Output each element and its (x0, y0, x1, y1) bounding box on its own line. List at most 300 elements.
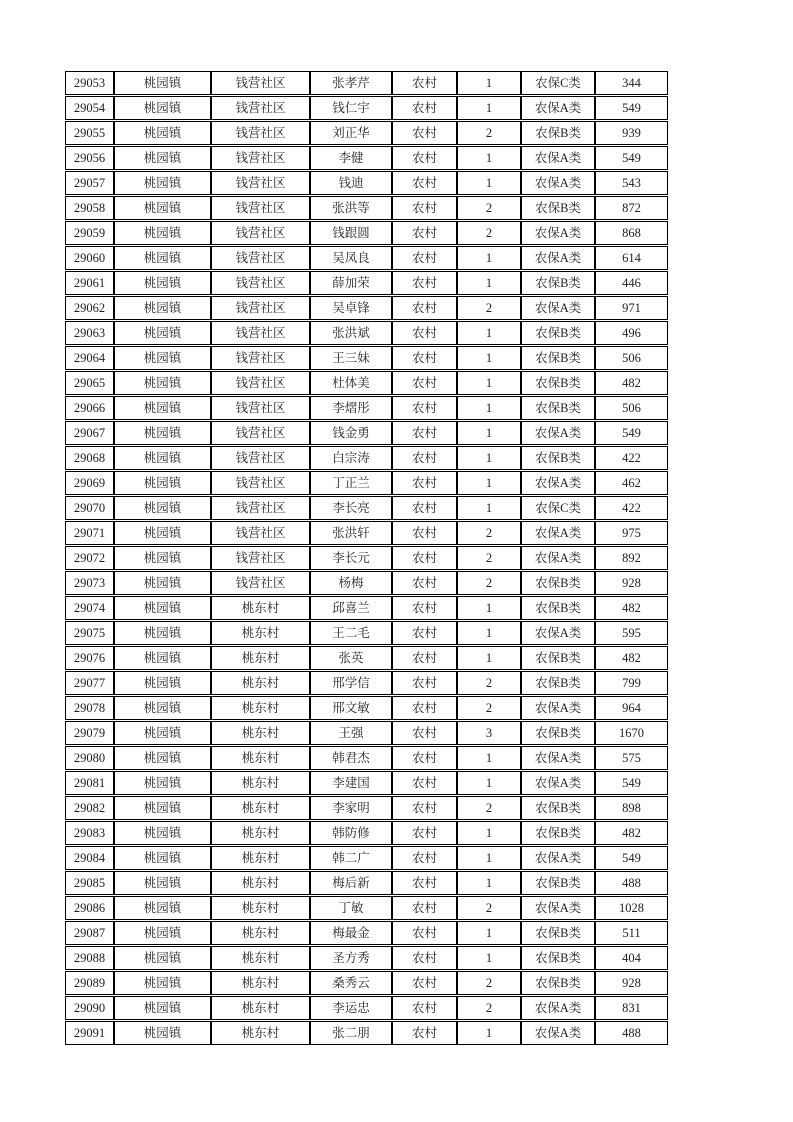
cell-seq: 29078 (65, 696, 114, 720)
cell-name: 丁正兰 (310, 471, 392, 495)
cell-residence_type: 农村 (392, 221, 457, 245)
cell-amount: 831 (595, 996, 668, 1020)
cell-seq: 29079 (65, 721, 114, 745)
cell-insurance_category: 农保B类 (521, 796, 595, 820)
cell-person_count: 1 (457, 171, 521, 195)
cell-name: 钱迪 (310, 171, 392, 195)
cell-seq: 29062 (65, 296, 114, 320)
cell-residence_type: 农村 (392, 346, 457, 370)
cell-seq: 29072 (65, 546, 114, 570)
cell-village: 桃东村 (211, 896, 310, 920)
cell-insurance_category: 农保A类 (521, 996, 595, 1020)
cell-seq: 29073 (65, 571, 114, 595)
cell-name: 王三妹 (310, 346, 392, 370)
cell-name: 王强 (310, 721, 392, 745)
cell-village: 钱营社区 (211, 71, 310, 95)
cell-amount: 872 (595, 196, 668, 220)
cell-person_count: 1 (457, 821, 521, 845)
cell-person_count: 1 (457, 271, 521, 295)
cell-name: 张孝芹 (310, 71, 392, 95)
cell-person_count: 1 (457, 621, 521, 645)
cell-amount: 975 (595, 521, 668, 545)
cell-person_count: 2 (457, 896, 521, 920)
cell-village: 桃东村 (211, 1021, 310, 1045)
cell-person_count: 1 (457, 71, 521, 95)
cell-amount: 404 (595, 946, 668, 970)
cell-amount: 549 (595, 96, 668, 120)
cell-residence_type: 农村 (392, 646, 457, 670)
cell-amount: 482 (595, 371, 668, 395)
cell-seq: 29069 (65, 471, 114, 495)
records-tbody (65, 71, 668, 1045)
cell-residence_type: 农村 (392, 421, 457, 445)
cell-amount: 1670 (595, 721, 668, 745)
cell-insurance_category: 农保B类 (521, 371, 595, 395)
cell-insurance_category: 农保B类 (521, 396, 595, 420)
cell-amount: 488 (595, 871, 668, 895)
cell-residence_type: 农村 (392, 196, 457, 220)
cell-amount: 482 (595, 596, 668, 620)
table-row (65, 421, 668, 445)
table-row (65, 346, 668, 370)
cell-name: 李长亮 (310, 496, 392, 520)
cell-amount: 971 (595, 296, 668, 320)
cell-village: 钱营社区 (211, 421, 310, 445)
cell-village: 钱营社区 (211, 521, 310, 545)
cell-amount: 506 (595, 346, 668, 370)
cell-person_count: 1 (457, 596, 521, 620)
cell-amount: 511 (595, 921, 668, 945)
cell-name: 吴凤良 (310, 246, 392, 270)
cell-town: 桃园镇 (114, 721, 211, 745)
cell-name: 韩君杰 (310, 746, 392, 770)
table-row (65, 371, 668, 395)
table-row (65, 271, 668, 295)
cell-residence_type: 农村 (392, 871, 457, 895)
cell-amount: 482 (595, 646, 668, 670)
cell-residence_type: 农村 (392, 71, 457, 95)
cell-name: 圣方秀 (310, 946, 392, 970)
cell-person_count: 2 (457, 796, 521, 820)
cell-residence_type: 农村 (392, 521, 457, 545)
cell-name: 韩防修 (310, 821, 392, 845)
cell-insurance_category: 农保B类 (521, 196, 595, 220)
table-row (65, 871, 668, 895)
cell-person_count: 1 (457, 246, 521, 270)
cell-village: 钱营社区 (211, 496, 310, 520)
cell-amount: 422 (595, 496, 668, 520)
cell-village: 钱营社区 (211, 221, 310, 245)
cell-amount: 868 (595, 221, 668, 245)
table-row (65, 771, 668, 795)
cell-village: 钱营社区 (211, 396, 310, 420)
cell-person_count: 1 (457, 746, 521, 770)
cell-seq: 29088 (65, 946, 114, 970)
table-row (65, 1021, 668, 1045)
cell-town: 桃园镇 (114, 421, 211, 445)
cell-insurance_category: 农保B类 (521, 321, 595, 345)
table-row (65, 946, 668, 970)
cell-person_count: 2 (457, 196, 521, 220)
cell-name: 钱跟圆 (310, 221, 392, 245)
cell-village: 钱营社区 (211, 471, 310, 495)
cell-village: 桃东村 (211, 771, 310, 795)
cell-seq: 29060 (65, 246, 114, 270)
cell-person_count: 2 (457, 571, 521, 595)
cell-town: 桃园镇 (114, 271, 211, 295)
cell-town: 桃园镇 (114, 796, 211, 820)
cell-residence_type: 农村 (392, 396, 457, 420)
cell-town: 桃园镇 (114, 546, 211, 570)
cell-residence_type: 农村 (392, 496, 457, 520)
cell-insurance_category: 农保A类 (521, 296, 595, 320)
cell-insurance_category: 农保B类 (521, 921, 595, 945)
cell-seq: 29086 (65, 896, 114, 920)
cell-insurance_category: 农保A类 (521, 521, 595, 545)
table-row (65, 146, 668, 170)
cell-residence_type: 农村 (392, 471, 457, 495)
table-row (65, 646, 668, 670)
cell-village: 桃东村 (211, 721, 310, 745)
cell-village: 桃东村 (211, 646, 310, 670)
cell-insurance_category: 农保B类 (521, 571, 595, 595)
cell-insurance_category: 农保C类 (521, 71, 595, 95)
cell-name: 李建国 (310, 771, 392, 795)
cell-village: 钱营社区 (211, 121, 310, 145)
cell-amount: 964 (595, 696, 668, 720)
cell-village: 钱营社区 (211, 371, 310, 395)
cell-insurance_category: 农保B类 (521, 671, 595, 695)
cell-town: 桃园镇 (114, 1021, 211, 1045)
cell-insurance_category: 农保A类 (521, 421, 595, 445)
cell-name: 梅最金 (310, 921, 392, 945)
cell-residence_type: 农村 (392, 96, 457, 120)
cell-seq: 29058 (65, 196, 114, 220)
cell-insurance_category: 农保A类 (521, 246, 595, 270)
cell-amount: 496 (595, 321, 668, 345)
cell-insurance_category: 农保B类 (521, 596, 595, 620)
cell-residence_type: 农村 (392, 596, 457, 620)
cell-residence_type: 农村 (392, 996, 457, 1020)
cell-town: 桃园镇 (114, 671, 211, 695)
records-table (65, 70, 668, 1046)
cell-town: 桃园镇 (114, 946, 211, 970)
cell-seq: 29053 (65, 71, 114, 95)
cell-person_count: 1 (457, 371, 521, 395)
cell-seq: 29059 (65, 221, 114, 245)
cell-person_count: 1 (457, 771, 521, 795)
cell-residence_type: 农村 (392, 921, 457, 945)
cell-town: 桃园镇 (114, 121, 211, 145)
cell-person_count: 2 (457, 221, 521, 245)
cell-person_count: 1 (457, 471, 521, 495)
cell-insurance_category: 农保B类 (521, 346, 595, 370)
cell-seq: 29054 (65, 96, 114, 120)
table-row (65, 321, 668, 345)
cell-amount: 549 (595, 421, 668, 445)
cell-name: 李熠彤 (310, 396, 392, 420)
cell-person_count: 1 (457, 396, 521, 420)
cell-insurance_category: 农保B类 (521, 821, 595, 845)
cell-insurance_category: 农保B类 (521, 446, 595, 470)
cell-town: 桃园镇 (114, 646, 211, 670)
cell-amount: 549 (595, 846, 668, 870)
cell-insurance_category: 农保B类 (521, 971, 595, 995)
table-row (65, 896, 668, 920)
cell-residence_type: 农村 (392, 446, 457, 470)
cell-name: 李家明 (310, 796, 392, 820)
cell-town: 桃园镇 (114, 346, 211, 370)
cell-insurance_category: 农保A类 (521, 746, 595, 770)
cell-town: 桃园镇 (114, 871, 211, 895)
cell-village: 钱营社区 (211, 171, 310, 195)
cell-town: 桃园镇 (114, 846, 211, 870)
cell-village: 桃东村 (211, 996, 310, 1020)
cell-insurance_category: 农保A类 (521, 546, 595, 570)
cell-insurance_category: 农保B类 (521, 271, 595, 295)
cell-residence_type: 农村 (392, 671, 457, 695)
cell-town: 桃园镇 (114, 896, 211, 920)
cell-village: 钱营社区 (211, 196, 310, 220)
cell-name: 王二毛 (310, 621, 392, 645)
cell-amount: 939 (595, 121, 668, 145)
cell-amount: 928 (595, 971, 668, 995)
cell-village: 桃东村 (211, 846, 310, 870)
table-row (65, 71, 668, 95)
cell-town: 桃园镇 (114, 996, 211, 1020)
cell-insurance_category: 农保B类 (521, 946, 595, 970)
table-row (65, 521, 668, 545)
cell-seq: 29077 (65, 671, 114, 695)
cell-name: 李健 (310, 146, 392, 170)
cell-insurance_category: 农保A类 (521, 471, 595, 495)
cell-town: 桃园镇 (114, 146, 211, 170)
cell-amount: 898 (595, 796, 668, 820)
cell-residence_type: 农村 (392, 721, 457, 745)
cell-village: 钱营社区 (211, 346, 310, 370)
cell-village: 桃东村 (211, 921, 310, 945)
cell-person_count: 1 (457, 421, 521, 445)
cell-town: 桃园镇 (114, 96, 211, 120)
cell-seq: 29070 (65, 496, 114, 520)
table-row (65, 446, 668, 470)
cell-seq: 29067 (65, 421, 114, 445)
cell-residence_type: 农村 (392, 371, 457, 395)
cell-seq: 29087 (65, 921, 114, 945)
cell-name: 梅后新 (310, 871, 392, 895)
cell-residence_type: 农村 (392, 1021, 457, 1045)
cell-person_count: 1 (457, 871, 521, 895)
table-row (65, 621, 668, 645)
cell-name: 薛加荣 (310, 271, 392, 295)
cell-village: 钱营社区 (211, 446, 310, 470)
cell-person_count: 2 (457, 696, 521, 720)
cell-residence_type: 农村 (392, 746, 457, 770)
cell-residence_type: 农村 (392, 946, 457, 970)
cell-residence_type: 农村 (392, 146, 457, 170)
cell-name: 张洪轩 (310, 521, 392, 545)
cell-residence_type: 农村 (392, 971, 457, 995)
cell-name: 杜体美 (310, 371, 392, 395)
table-row (65, 596, 668, 620)
cell-person_count: 2 (457, 671, 521, 695)
cell-town: 桃园镇 (114, 921, 211, 945)
cell-seq: 29091 (65, 1021, 114, 1045)
cell-town: 桃园镇 (114, 321, 211, 345)
table-row (65, 971, 668, 995)
cell-insurance_category: 农保A类 (521, 146, 595, 170)
table-row (65, 171, 668, 195)
cell-insurance_category: 农保B类 (521, 871, 595, 895)
cell-person_count: 2 (457, 546, 521, 570)
cell-town: 桃园镇 (114, 571, 211, 595)
cell-residence_type: 农村 (392, 771, 457, 795)
cell-name: 张二朋 (310, 1021, 392, 1045)
cell-residence_type: 农村 (392, 571, 457, 595)
cell-seq: 29065 (65, 371, 114, 395)
table-row (65, 221, 668, 245)
cell-person_count: 1 (457, 921, 521, 945)
cell-town: 桃园镇 (114, 696, 211, 720)
cell-village: 桃东村 (211, 971, 310, 995)
cell-seq: 29082 (65, 796, 114, 820)
table-row (65, 571, 668, 595)
table-row (65, 996, 668, 1020)
cell-amount: 595 (595, 621, 668, 645)
cell-village: 钱营社区 (211, 146, 310, 170)
cell-person_count: 2 (457, 121, 521, 145)
cell-name: 张洪斌 (310, 321, 392, 345)
cell-amount: 1028 (595, 896, 668, 920)
cell-name: 韩二广 (310, 846, 392, 870)
cell-amount: 549 (595, 771, 668, 795)
cell-village: 桃东村 (211, 821, 310, 845)
cell-seq: 29057 (65, 171, 114, 195)
cell-town: 桃园镇 (114, 296, 211, 320)
table-row (65, 696, 668, 720)
table-row (65, 396, 668, 420)
cell-residence_type: 农村 (392, 821, 457, 845)
cell-person_count: 1 (457, 1021, 521, 1045)
table-row (65, 546, 668, 570)
cell-person_count: 2 (457, 521, 521, 545)
cell-insurance_category: 农保A类 (521, 771, 595, 795)
cell-insurance_category: 农保B类 (521, 121, 595, 145)
cell-town: 桃园镇 (114, 371, 211, 395)
cell-residence_type: 农村 (392, 896, 457, 920)
cell-name: 刘正华 (310, 121, 392, 145)
cell-name: 丁敏 (310, 896, 392, 920)
cell-village: 钱营社区 (211, 296, 310, 320)
cell-town: 桃园镇 (114, 396, 211, 420)
cell-town: 桃园镇 (114, 971, 211, 995)
cell-amount: 799 (595, 671, 668, 695)
cell-residence_type: 农村 (392, 296, 457, 320)
cell-person_count: 2 (457, 296, 521, 320)
cell-name: 李长元 (310, 546, 392, 570)
cell-residence_type: 农村 (392, 246, 457, 270)
cell-amount: 892 (595, 546, 668, 570)
cell-amount: 506 (595, 396, 668, 420)
cell-insurance_category: 农保C类 (521, 496, 595, 520)
cell-seq: 29056 (65, 146, 114, 170)
cell-name: 钱金勇 (310, 421, 392, 445)
table-row (65, 196, 668, 220)
cell-seq: 29066 (65, 396, 114, 420)
cell-village: 钱营社区 (211, 321, 310, 345)
cell-town: 桃园镇 (114, 821, 211, 845)
cell-seq: 29083 (65, 821, 114, 845)
cell-town: 桃园镇 (114, 471, 211, 495)
cell-village: 桃东村 (211, 796, 310, 820)
cell-village: 桃东村 (211, 746, 310, 770)
cell-amount: 462 (595, 471, 668, 495)
cell-village: 钱营社区 (211, 271, 310, 295)
cell-person_count: 1 (457, 146, 521, 170)
cell-residence_type: 农村 (392, 271, 457, 295)
cell-residence_type: 农村 (392, 796, 457, 820)
cell-person_count: 2 (457, 971, 521, 995)
cell-name: 邢文敏 (310, 696, 392, 720)
cell-person_count: 1 (457, 946, 521, 970)
cell-insurance_category: 农保B类 (521, 721, 595, 745)
cell-town: 桃园镇 (114, 496, 211, 520)
cell-town: 桃园镇 (114, 521, 211, 545)
cell-village: 桃东村 (211, 671, 310, 695)
cell-name: 白宗涛 (310, 446, 392, 470)
cell-residence_type: 农村 (392, 621, 457, 645)
cell-person_count: 1 (457, 321, 521, 345)
cell-name: 杨梅 (310, 571, 392, 595)
cell-village: 桃东村 (211, 621, 310, 645)
cell-seq: 29061 (65, 271, 114, 295)
cell-name: 吴卓锋 (310, 296, 392, 320)
cell-amount: 543 (595, 171, 668, 195)
cell-seq: 29085 (65, 871, 114, 895)
cell-name: 张洪等 (310, 196, 392, 220)
cell-residence_type: 农村 (392, 696, 457, 720)
cell-seq: 29076 (65, 646, 114, 670)
cell-town: 桃园镇 (114, 771, 211, 795)
cell-insurance_category: 农保A类 (521, 621, 595, 645)
cell-amount: 422 (595, 446, 668, 470)
table-row (65, 296, 668, 320)
cell-village: 钱营社区 (211, 571, 310, 595)
cell-village: 桃东村 (211, 596, 310, 620)
cell-insurance_category: 农保A类 (521, 221, 595, 245)
cell-seq: 29074 (65, 596, 114, 620)
cell-seq: 29064 (65, 346, 114, 370)
cell-seq: 29055 (65, 121, 114, 145)
cell-amount: 344 (595, 71, 668, 95)
cell-village: 钱营社区 (211, 96, 310, 120)
cell-village: 桃东村 (211, 696, 310, 720)
cell-town: 桃园镇 (114, 446, 211, 470)
table-row (65, 846, 668, 870)
cell-person_count: 1 (457, 496, 521, 520)
cell-town: 桃园镇 (114, 196, 211, 220)
cell-seq: 29089 (65, 971, 114, 995)
table-row (65, 246, 668, 270)
cell-person_count: 1 (457, 846, 521, 870)
cell-amount: 488 (595, 1021, 668, 1045)
table-row (65, 96, 668, 120)
cell-person_count: 2 (457, 996, 521, 1020)
cell-town: 桃园镇 (114, 221, 211, 245)
cell-seq: 29080 (65, 746, 114, 770)
cell-seq: 29071 (65, 521, 114, 545)
cell-village: 钱营社区 (211, 546, 310, 570)
